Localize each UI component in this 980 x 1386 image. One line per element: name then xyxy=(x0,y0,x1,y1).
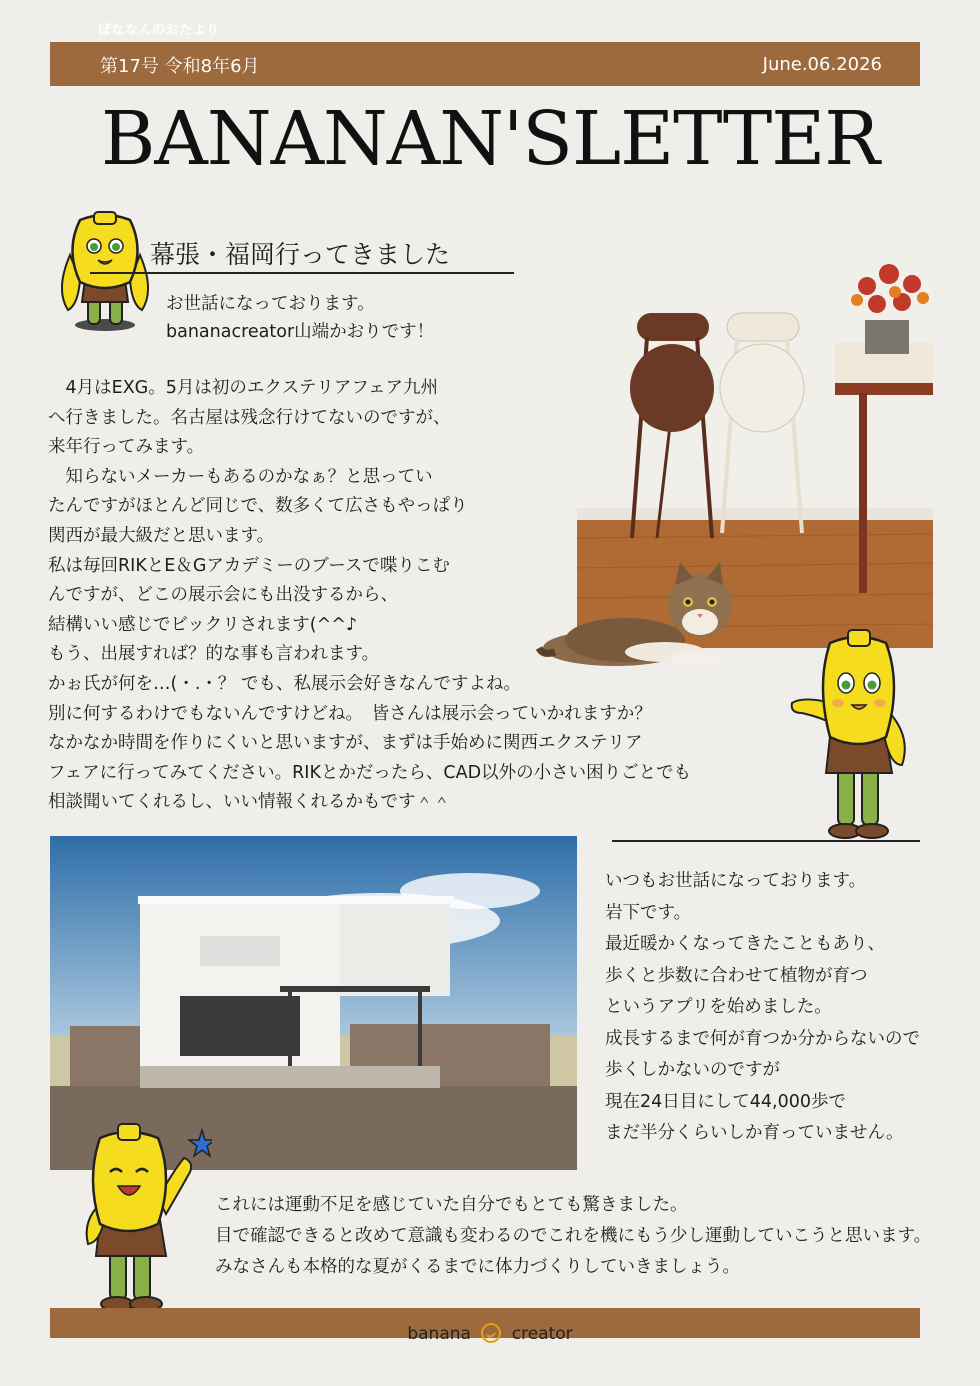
article-line: 別に何するわけでもないんですけどね。 皆さんは展示会っていかれますか？ xyxy=(48,703,652,724)
article-line: みなさんも本格的な夏がくるまでに体力づくりしていきましょう。 xyxy=(215,1257,740,1277)
intro-greeting xyxy=(166,290,434,346)
article-line: かぉ氏が何を…(・.・？ でも、私展示会好きなんですよね。 xyxy=(48,673,521,694)
brand-right: creator xyxy=(511,1324,573,1344)
intro-line: お世話になっております。 xyxy=(166,294,375,314)
article-line: フェアに行ってみてください。RIKとかだったら、CAD以外の小さい困りごとでも xyxy=(48,762,692,783)
article-line: 歩くしかないのですが xyxy=(605,1060,780,1080)
issue-date: June.06.2026 xyxy=(762,54,882,75)
footer-brand xyxy=(0,1322,980,1344)
article-line: 歩くと歩数に合わせて植物が育つ xyxy=(605,965,868,986)
article-line: もう、出展すれば？的な事も言われます。 xyxy=(48,644,380,665)
article-line: 最近暖かくなってきたこともあり、 xyxy=(605,934,885,954)
article-line: まだ半分くらいしか育っていません。 xyxy=(605,1123,904,1143)
article-line: これには運動不足を感じていた自分でもとても驚きました。 xyxy=(215,1195,688,1215)
article-line: 目で確認できると改めて意識も変わるのでこれを機にもう少し運動していこうと思います。 xyxy=(215,1226,932,1246)
article-closing xyxy=(215,1190,931,1283)
article-line: んですが、どこの展示会にも出没するから、 xyxy=(48,585,398,606)
banana-mascot-icon xyxy=(790,625,925,845)
article-line: 現在24日目にして44,000歩で xyxy=(605,1091,847,1112)
section-heading: 幕張・福岡行ってきました xyxy=(150,240,451,269)
article-line: というアプリを始めました。 xyxy=(605,997,832,1017)
article-line: 相談聞いてくれるし、いい情報くれるかもです＾＾ xyxy=(48,792,451,813)
newsletter-kicker: ばななんのおたより xyxy=(98,23,220,38)
article-line: 4月はEXG。5月は初のエクステリアフェア九州 xyxy=(48,378,438,398)
article-body-2 xyxy=(605,866,920,1150)
issue-number: 第17号 令和8年6月 xyxy=(100,56,260,77)
article-line: 関西が最大級だと思います。 xyxy=(48,525,275,546)
star-icon xyxy=(189,1130,212,1156)
article-line: 成長するまで何が育つか分からないので xyxy=(605,1028,920,1049)
article-line: 知らないメーカーもあるのかなぁ？と思ってい xyxy=(48,466,433,487)
banana-logo-icon xyxy=(480,1322,502,1344)
article-line: 私は毎回RIKとE＆Gアカデミーのブースで喋りこむ xyxy=(48,555,450,576)
heading-underline xyxy=(90,272,514,274)
article-line: いつもお世話になっております。 xyxy=(605,871,867,891)
article-line: へ行きました。名古屋は残念行けてないのですが、 xyxy=(48,407,451,428)
section-divider xyxy=(612,840,920,842)
intro-line: bananacreator山端かおりです！ xyxy=(166,322,435,342)
newsletter-title: BANANAN'SLETTER xyxy=(101,96,879,182)
article-line: 岩下です。 xyxy=(605,902,692,923)
article-line: 来年行ってみます。 xyxy=(48,437,205,458)
brand-left: banana xyxy=(407,1324,471,1344)
article-body-1 xyxy=(48,374,848,818)
article-line: 結構いい感じでビックリされます(^^♪ xyxy=(48,614,358,635)
banana-mascot-icon xyxy=(62,1120,212,1315)
article-line: たんですがほとんど同じで、数多くて広さもやっぱり xyxy=(48,496,468,517)
article-line: なかなか時間を作りにくいと思いますが、まずは手始めに関西エクステリア xyxy=(48,733,643,754)
